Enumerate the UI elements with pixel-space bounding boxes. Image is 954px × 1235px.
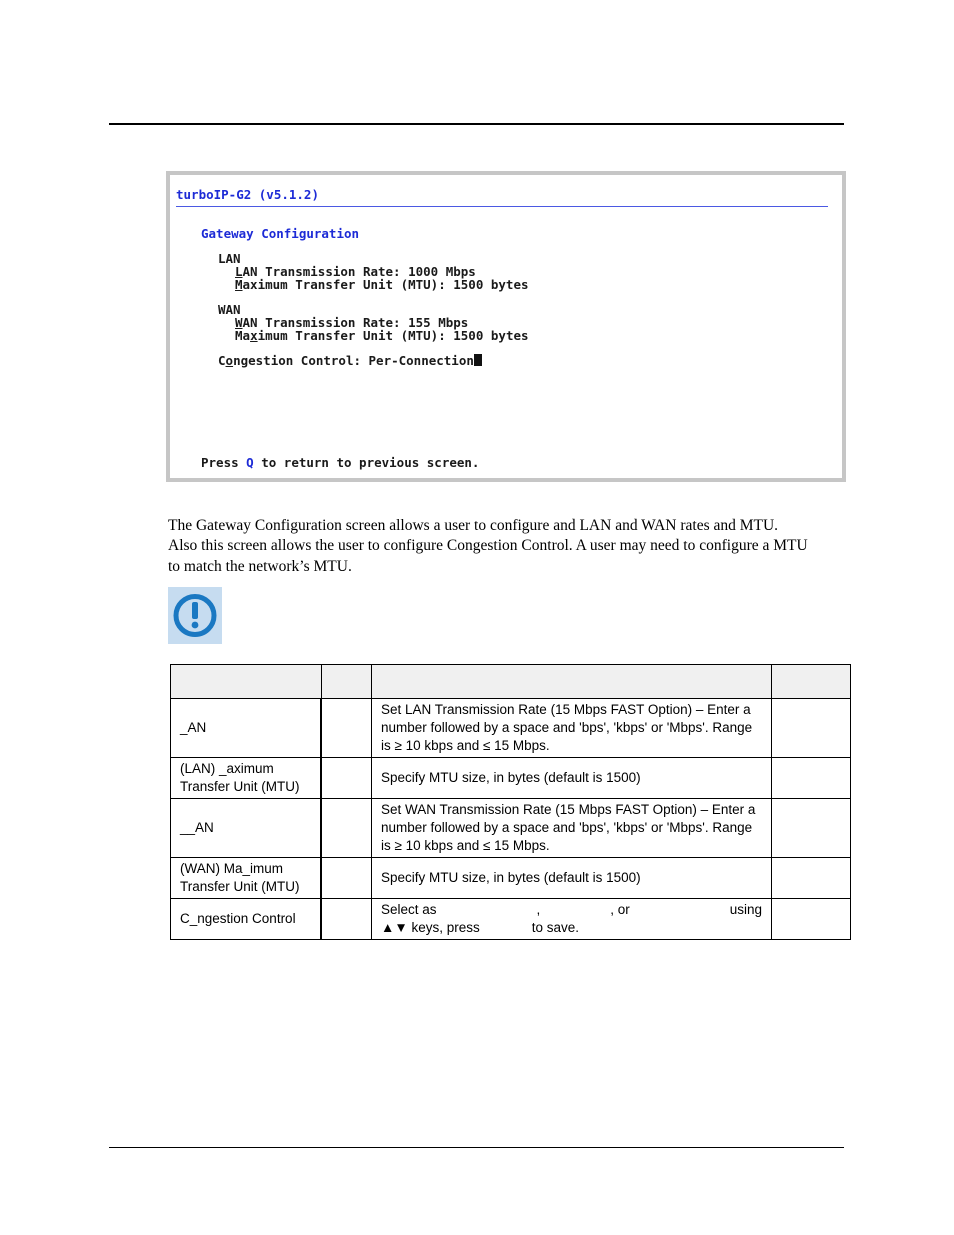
wan-section-header: WAN	[218, 302, 241, 317]
table-header-row	[171, 665, 851, 699]
table-row	[171, 699, 851, 758]
header-rule	[109, 123, 844, 125]
row-name: __AN	[171, 799, 322, 858]
row-description: Specify MTU size, in bytes (default is 1500)	[372, 858, 772, 899]
description-paragraph: The Gateway Configuration screen allows a user to configure and LAN and WAN rates and MTU. Also this screen allows the user to configure Congestion Control. A user may need to configure a MTU to match the network’s MTU.	[168, 516, 808, 575]
row-name: C_ngestion Control	[171, 899, 322, 940]
quit-hotkey[interactable]: Q	[246, 455, 254, 470]
table-row	[171, 799, 851, 858]
terminal-screenshot	[166, 171, 846, 482]
description-line-1: Select as , , or using	[381, 902, 762, 917]
footer-rule	[109, 1147, 844, 1148]
row-description	[372, 899, 772, 940]
lan-mtu-hotkey: M	[235, 277, 243, 292]
row-description: Set WAN Transmission Rate (15 Mbps FAST Option) – Enter a number followed by a space and 'bps', 'kbps' or 'Mbps'. Range is ≥ 10 kbps and ≤ 15 Mbps.	[372, 799, 772, 858]
table-row	[171, 899, 851, 940]
terminal-title: turboIP-G2 (v5.1.2)	[176, 187, 319, 202]
wan-mtu-hotkey: x	[250, 328, 258, 343]
terminal-heading: Gateway Configuration	[201, 226, 360, 241]
lan-mtu-line[interactable]: Maximum Transfer Unit (MTU): 1500 bytes	[235, 277, 529, 292]
row-name: (LAN) _aximum Transfer Unit (MTU)	[171, 758, 322, 799]
lan-section-header: LAN	[218, 251, 241, 266]
congestion-hotkey: o	[225, 353, 234, 368]
terminal-divider	[176, 206, 828, 207]
lan-rate-hotkey: L	[235, 264, 243, 279]
description-line-2: ▲▼ keys, press to save.	[381, 920, 580, 935]
row-name: (WAN) Ma_imum Transfer Unit (MTU)	[171, 858, 322, 899]
table-row	[171, 758, 851, 799]
text-cursor	[474, 354, 482, 366]
row-description: Specify MTU size, in bytes (default is 1500)	[372, 758, 772, 799]
row-name: _AN	[171, 699, 322, 758]
wan-rate-line[interactable]: WAN Transmission Rate: 155 Mbps	[235, 315, 469, 330]
important-note-icon	[168, 587, 222, 644]
congestion-line[interactable]: Congestion Control: Per-Connection	[218, 354, 482, 367]
lan-rate-line[interactable]: LAN Transmission Rate: 1000 Mbps	[235, 264, 476, 279]
parameter-table	[170, 664, 851, 940]
wan-rate-hotkey: W	[235, 315, 243, 330]
table-row	[171, 858, 851, 899]
row-description: Set LAN Transmission Rate (15 Mbps FAST Option) – Enter a number followed by a space and 'bps', 'kbps' or 'Mbps'. Range is ≥ 10 kbps and ≤ 15 Mbps.	[372, 699, 772, 758]
wan-mtu-line[interactable]: Maximum Transfer Unit (MTU): 1500 bytes	[235, 328, 529, 343]
terminal-footer: Press Q to return to previous screen.	[201, 455, 480, 470]
